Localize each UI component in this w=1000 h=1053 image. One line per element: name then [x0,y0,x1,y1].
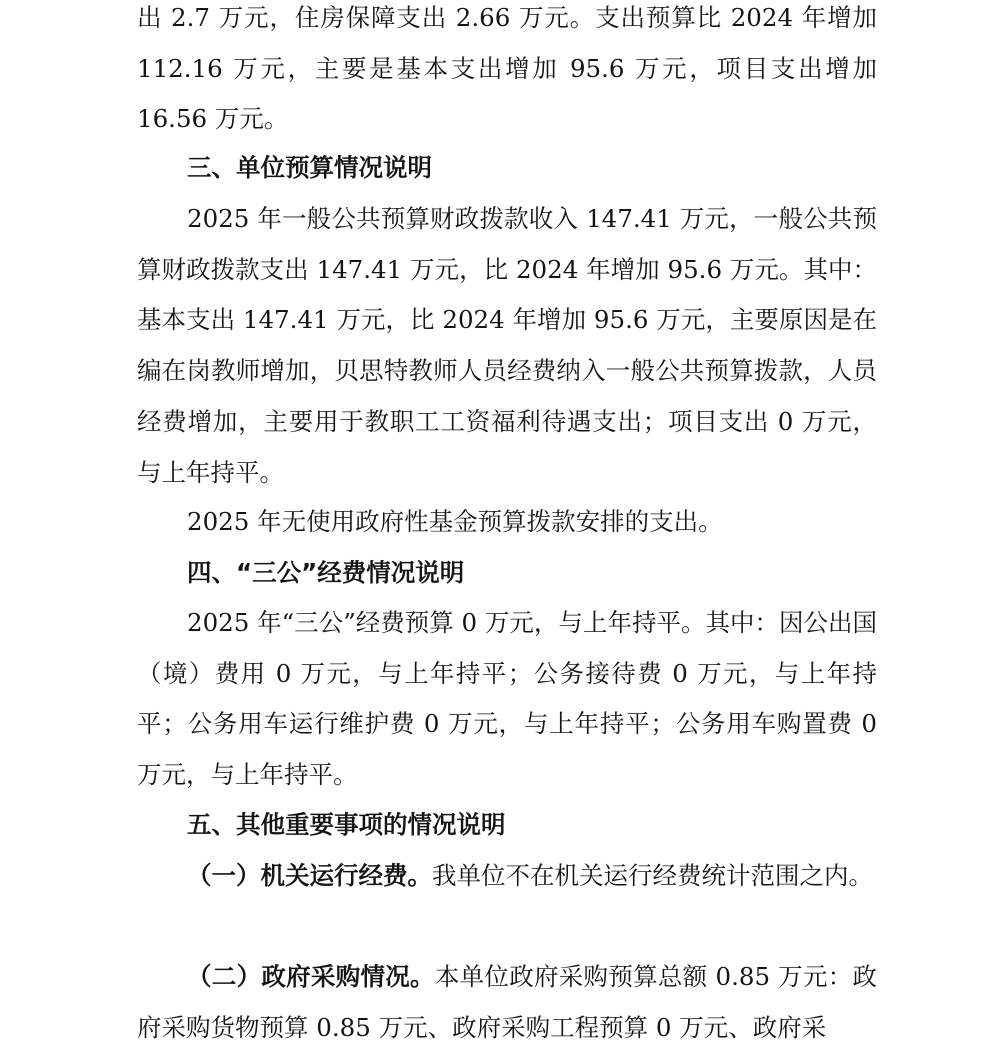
section-3-paragraph-2: 2025 年无使用政府性基金预算拨款安排的支出。 [187,507,723,536]
section-3-paragraph-1: 2025 年一般公共预算财政拨款收入 147.41 万元，一般公共预算财政拨款支出 147.41 万元，比 2024 年增加 95.6 万元。其中：基本支出 147.41 万元，比 2024 年增加 95.6 万元，主要原因是在编在岗教师增加，贝思特教师人员经费纳入一般公共预算拨款，人员经费增加，主要用于教职工工资福利待遇支出；项目支出 0 万元，与上年持平。 [137,204,877,487]
section-4-paragraph-1: 2025 年“三公”经费预算 0 万元，与上年持平。其中：因公出国（境）费用 0 万元，与上年持平；公务接待费 0 万元，与上年持平；公务用车运行维护费 0 万元，与上年持平；公务用车购置费 0 万元，与上年持平。 [137,608,877,790]
section-3-heading: 三、单位预算情况说明 [187,153,432,182]
item-2-paragraph [137,952,877,1053]
section-4-heading: 四、“三公”经费情况说明 [187,558,465,587]
item-2-title: （二）政府采购情况。 [187,962,435,991]
section-5-heading: 五、其他重要事项的情况说明 [187,810,506,839]
item-1-paragraph [137,851,877,902]
item-1-title: （一）机关运行经费。 [187,861,432,890]
item-2-text: 本单位政府采购预算总额 0.85 万元：政府采购货物预算 0.85 万元、政府采购工程预算 0 万元、政府采 [137,962,878,1042]
intro-paragraph: 出 2.7 万元，住房保障支出 2.66 万元。支出预算比 2024 年增加 112.16 万元，主要是基本支出增加 95.6 万元，项目支出增加 16.56 万元。 [137,3,877,134]
item-1-text: 我单位不在机关运行经费统计范围之内。 [432,861,873,890]
